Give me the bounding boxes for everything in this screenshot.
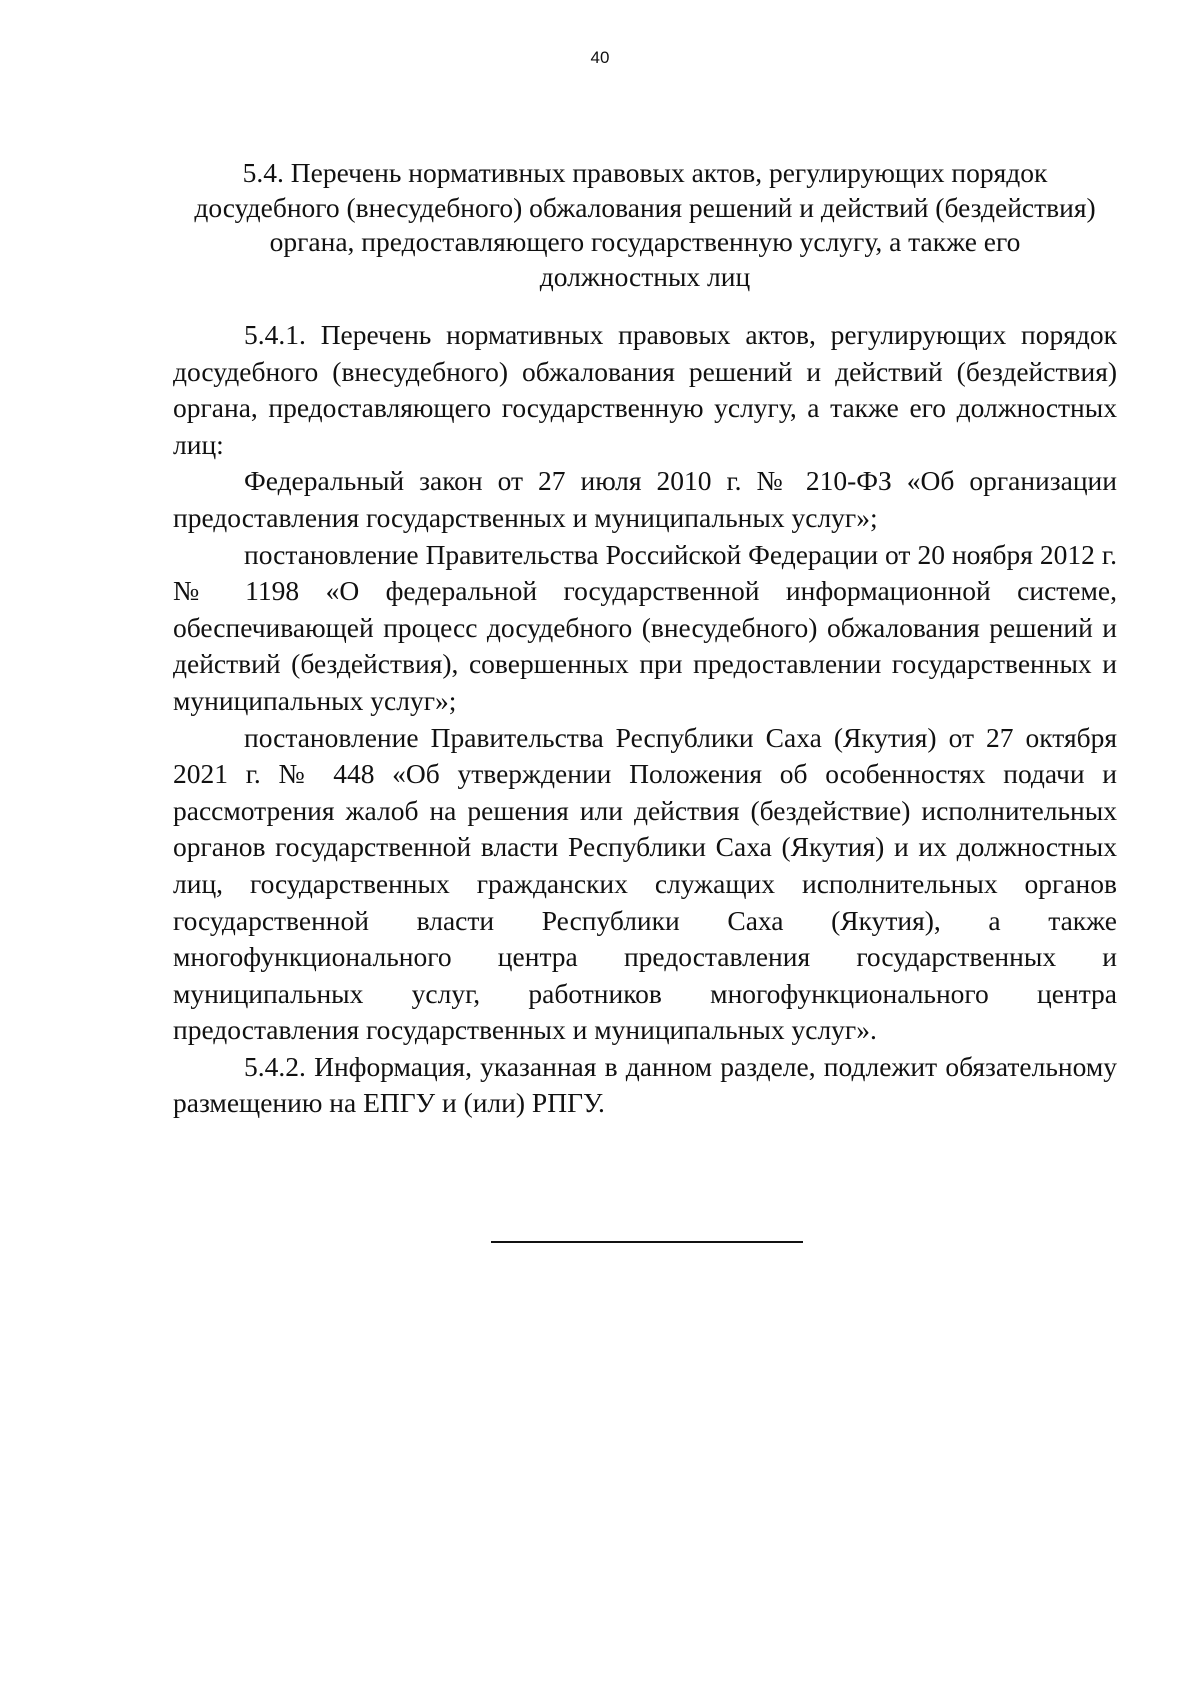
paragraph-federal-law-210: Федеральный закон от 27 июля 2010 г. № 210-ФЗ «Об организации предоставления государственных и муниципальных услуг»; [173,465,1117,533]
paragraph-5-4-2: 5.4.2. Информация, указанная в данном разделе, подлежит обязательному размещению на ЕПГУ и (или) РПГУ. [173,1050,1117,1119]
section-heading-line: органа, предоставляющего государственную услугу, а также его [269,226,1021,257]
paragraph-government-decree-1198: постановление Правительства Российской Федерации от 20 ноября 2012 г. № 1198 «О федеральной государственной информационной системе, обеспечивающей процесс досудебного (внесудебного) обжалования решений и действий (бездействия), совершенных при предоставлении государственных и муниципальных услуг»; [173,538,1117,716]
section-heading-line: досудебного (внесудебного) обжалования решений и действий (бездействия) [194,191,1096,223]
document-body [173,156,1117,1122]
section-heading-line: 5.4. Перечень нормативных правовых актов, регулирующих порядок [242,157,1048,188]
page-number: 40 [590,48,610,67]
paragraph-5-4-1: 5.4.1. Перечень нормативных правовых актов, регулирующих порядок досудебного (внесудебного) обжалования решений и действий (бездействия) органа, предоставляющего государственную услугу, а также его должностных лиц: [173,319,1117,460]
paragraph-yakutia-decree-448: постановление Правительства Республики Саха (Якутия) от 27 октября 2021 г. № 448 «Об утверждении Положения об особенностях подачи и рассмотрения жалоб на решения или действия (бездействие) исполнительных органов государственной власти Республики Саха (Якутия) и их должностных лиц, государственных гражданских служащих исполнительных органов государственной власти Республики Саха (Якутия), а также многофункционального центра предоставления государственных и муниципальных услуг, работников многофункционального центра предоставления государственных и муниципальных услуг». [173,721,1117,1046]
section-heading-line: должностных лиц [539,260,751,292]
section-heading [173,156,1117,294]
closing-divider-line [491,1241,803,1243]
